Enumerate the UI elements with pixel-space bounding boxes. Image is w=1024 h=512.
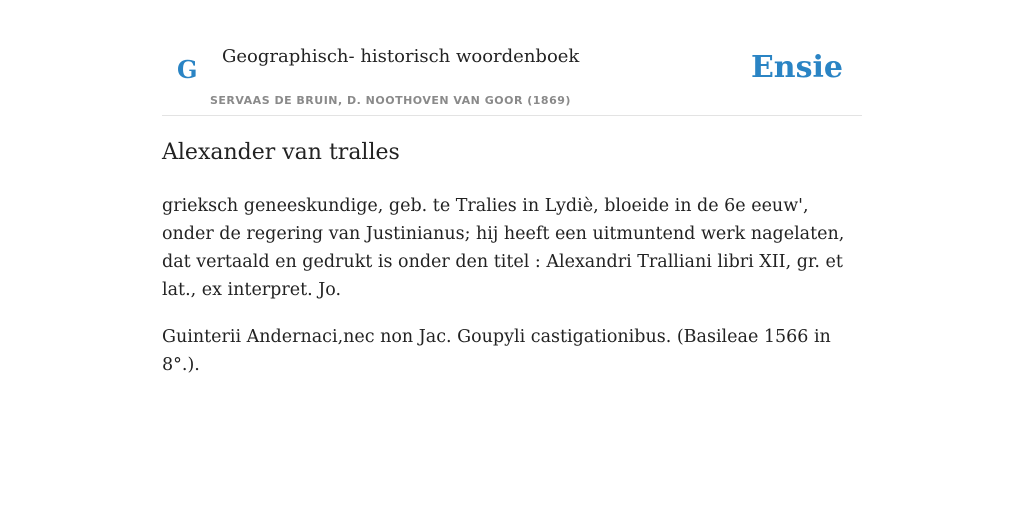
entry-title: Alexander van tralles (162, 140, 400, 165)
entry-body (162, 192, 862, 398)
book-header (162, 0, 862, 116)
ensie-logo[interactable]: Ensie (750, 50, 843, 85)
page-container (162, 0, 862, 375)
book-meta: SERVAAS DE BRUIN, D. NOOTHOVEN VAN GOOR (1869) (210, 94, 571, 107)
book-title-link[interactable]: Geographisch- historisch woordenboek (222, 46, 580, 67)
entry-paragraph: grieksch geneeskundige, geb. te Tralies in Lydiè, bloeide in de 6e eeuw', onder de regering van Justinianus; hij heeft een uitmuntend werk nagelaten, dat vertaald en gedrukt is onder den titel : Alexandri Tralliani libri XII, gr. et lat., ex interpret. Jo. (162, 196, 845, 300)
book-letter-badge[interactable]: G (177, 55, 198, 84)
entry-paragraph: Guinterii Andernaci,nec non Jac. Goupyli castigationibus. (Basileae 1566 in 8°.). (162, 327, 831, 375)
